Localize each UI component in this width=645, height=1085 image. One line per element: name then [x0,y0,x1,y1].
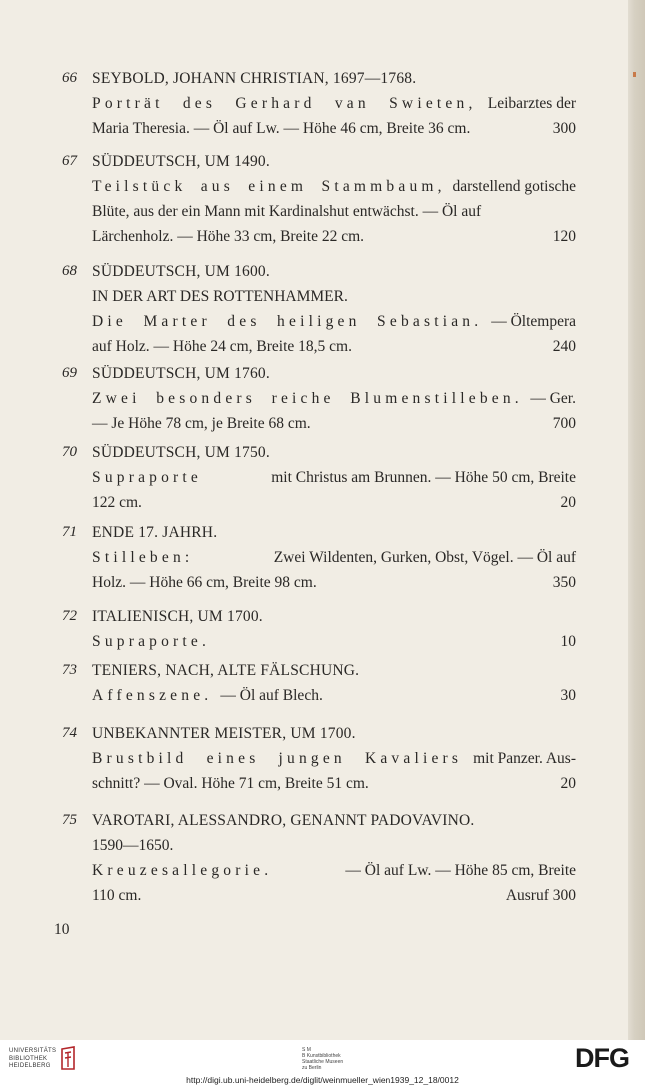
lot-description-line [92,228,576,246]
lot-price: 120 [552,228,576,245]
lot-description-line [92,203,576,221]
lot-price: Ausruf 300 [505,887,576,904]
spaced-description: Supraporte [92,469,203,486]
description-text: 122 cm. [92,494,142,511]
page-edge [628,0,645,1040]
spaced-description: Teilstück aus einem Stammbaum, [92,178,446,195]
lot-description-line [92,390,576,408]
lot-number: 71 [62,524,77,540]
spaced-description: Porträt des Gerhard van Swieten, [92,95,477,112]
lot-number: 66 [62,70,77,86]
description-text: — Je Höhe 78 cm, je Breite 68 cm. [92,415,311,432]
lot-title: UNBEKANNTER MEISTER, UM 1700. [92,725,356,742]
lot-description-line [92,95,576,113]
lot-number: 75 [62,812,77,828]
university-library-logo-text: UNIVERSITÄTS BIBLIOTHEK HEIDELBERG [9,1048,57,1069]
lot-price: 700 [552,415,576,432]
spaced-description: Die Marter des heiligen Sebastian. [92,313,483,330]
lot-number: 69 [62,365,77,381]
description-text: — Öl auf Blech. [220,687,323,704]
description-text: Holz. — Höhe 66 cm, Breite 98 cm. [92,574,317,591]
lot-description-line [92,469,576,487]
description-text: Leibarztes der [487,95,576,112]
lot-price: 20 [560,775,576,792]
lot-description-line [92,750,576,768]
lot-description-line [92,178,576,196]
lot-title: SEYBOLD, JOHANN CHRISTIAN, 1697—1768. [92,70,417,87]
lot-description-line [92,887,576,905]
lot-description-line [92,633,576,651]
lot-price: 240 [552,338,576,355]
lot-title: VAROTARI, ALESSANDRO, GENANNT PADOVAVINO. [92,812,475,829]
description-text: Blüte, aus der ein Mann mit Kardinalshut entwächst. — Öl auf [92,203,482,220]
lot-title: SÜDDEUTSCH, UM 1760. [92,365,270,382]
lot-description-line [92,837,576,855]
lot-description-line [92,494,576,512]
description-text: — Öltempera [491,313,576,330]
lot-title: SÜDDEUTSCH, UM 1750. [92,444,270,461]
dfg-logo: DFG [575,1043,629,1073]
lot-title: ENDE 17. JAHRH. [92,524,218,541]
description-text: Lärchenholz. — Höhe 33 cm, Breite 22 cm. [92,228,365,245]
lot-description-line [92,288,576,306]
description-text: 1590—1650. [92,837,174,854]
lot-description-line [92,862,576,880]
lot-number: 67 [62,153,77,169]
lot-title: SÜDDEUTSCH, UM 1600. [92,263,270,280]
spaced-description: Kreuzesallegorie. [92,862,273,879]
heidelberg-logo-icon [59,1045,77,1071]
lot-title: TENIERS, NACH, ALTE FÄLSCHUNG. [92,662,360,679]
lot-number: 68 [62,263,77,279]
description-text: darstellend gotische [452,178,576,195]
lot-number: 72 [62,608,77,624]
lot-description-line [92,687,576,705]
lot-title: SÜDDEUTSCH, UM 1490. [92,153,270,170]
spaced-description: Affenszene. [92,687,213,704]
description-text: — Öl auf Lw. — Höhe 85 cm, Breite [345,862,576,879]
lot-price: 300 [552,120,576,137]
description-text: Zwei Wildenten, Gurken, Obst, Vögel. — Öl auf [273,549,576,566]
spaced-description: Supraporte. [92,633,211,650]
lot-price: 30 [560,687,576,704]
description-text: auf Holz. — Höhe 24 cm, Breite 18,5 cm. [92,338,352,355]
lot-number: 70 [62,444,77,460]
library-stamp-text: S M B Kunstbibliothek Staatliche Museen zu Berlin [302,1047,344,1071]
lot-price: 10 [560,633,576,650]
page-number: 10 [54,921,70,938]
spaced-description: Zwei besonders reiche Blumenstilleben. [92,390,523,407]
lot-description-line [92,120,576,138]
lot-price: 20 [560,494,576,511]
lot-price: 350 [552,574,576,591]
description-text: — Ger. [530,390,576,407]
lot-description-line [92,549,576,567]
digitization-footer [0,1040,645,1085]
description-text: 110 cm. [92,887,142,904]
lot-description-line [92,574,576,592]
description-text: mit Panzer. Aus- [473,750,576,767]
spaced-description: Brustbild eines jungen Kavaliers [92,750,463,767]
lot-description-line [92,415,576,433]
description-text: mit Christus am Brunnen. — Höhe 50 cm, Breite [271,469,576,486]
description-text: schnitt? — Oval. Höhe 71 cm, Breite 51 cm. [92,775,369,792]
lot-title: ITALIENISCH, UM 1700. [92,608,263,625]
lot-number: 74 [62,725,77,741]
lot-description-line [92,338,576,356]
lot-description-line [92,775,576,793]
description-text: Maria Theresia. — Öl auf Lw. — Höhe 46 cm, Breite 36 cm. [92,120,471,137]
source-url-link[interactable]: http://digi.ub.uni-heidelberg.de/diglit/weinmueller_wien1939_12_18/0012 [186,1075,459,1085]
lot-description-line [92,313,576,331]
spaced-description: Stilleben: [92,549,194,566]
lot-number: 73 [62,662,77,678]
description-text: IN DER ART DES ROTTENHAMMER. [92,288,348,305]
